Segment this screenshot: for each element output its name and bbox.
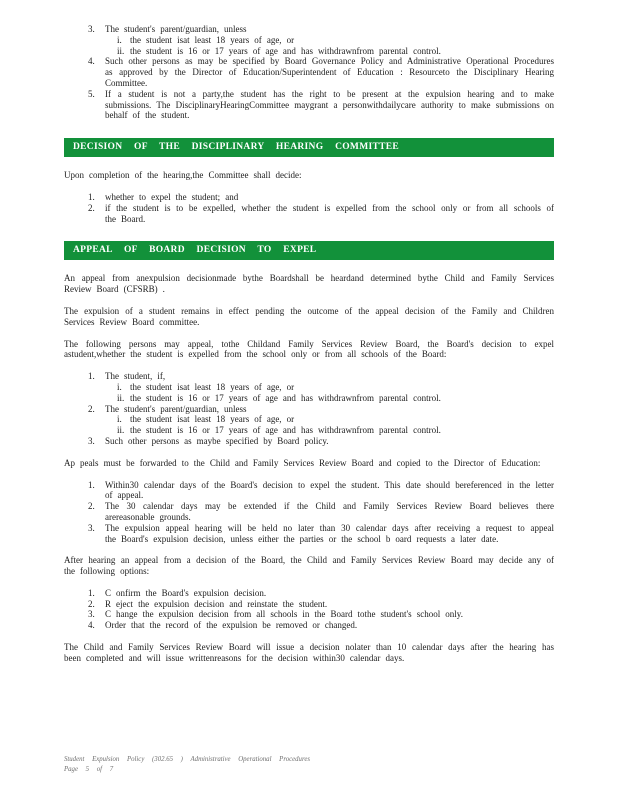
list-subitem bbox=[117, 46, 554, 57]
list-item-text: the student isat least 18 years of age, or bbox=[130, 381, 295, 392]
list-marker: 2. bbox=[88, 598, 95, 609]
list-marker: 4. bbox=[88, 56, 95, 67]
list-item bbox=[88, 404, 554, 415]
paragraph-decision-intro: Upon completion of the hearing,the Committee shall decide: bbox=[64, 170, 302, 181]
list-item-text: Such other persons as may be specified by Board Governance Policy and Administrative Operational Procedures as approved by the Director of Education/Superintendent of Education : Resourceto the Disciplinary Hearing Committee. bbox=[105, 56, 554, 88]
list-item-text: C onfirm the Board's expulsion decision. bbox=[105, 587, 267, 598]
document-content bbox=[64, 24, 554, 675]
list-item bbox=[88, 523, 554, 545]
list-item bbox=[88, 588, 554, 599]
list-marker: 3. bbox=[88, 609, 95, 620]
list-item bbox=[88, 501, 554, 523]
section-header-appeal: APPEAL OF BOARD DECISION TO EXPEL bbox=[64, 241, 554, 260]
list-item-text: if the student is to be expelled, whether the student is expelled from the school only or from all schools of the Board. bbox=[105, 202, 554, 224]
list-marker: 1. bbox=[88, 587, 95, 598]
list-item-text: the student is 16 or 17 years of age and has withdrawnfrom parental control. bbox=[130, 45, 441, 56]
list-marker: 3. bbox=[88, 24, 95, 34]
list-item bbox=[88, 203, 554, 225]
list-item bbox=[88, 480, 554, 502]
list-marker: 2. bbox=[88, 403, 95, 414]
list-subitem bbox=[117, 414, 554, 425]
paragraph-appeal-3: The following persons may appeal, tothe Childand Family Services Review Board, the Board's decision to expel astudent,whether the student is expelled from the school only or from all schools of the Board: bbox=[64, 338, 554, 360]
list-item bbox=[88, 620, 554, 631]
list-item-text: the student is 16 or 17 years of age and has withdrawnfrom parental control. bbox=[130, 392, 441, 403]
list-marker: i. bbox=[117, 414, 122, 425]
list-item-text: The student, if, bbox=[105, 371, 166, 382]
footer-page-number: Page 5 of 7 bbox=[64, 765, 114, 773]
list-item bbox=[88, 371, 554, 382]
list-item-text: Within30 calendar days of the Board's decision to expel the student. This date should bereferenced in the letter of appeal. bbox=[105, 479, 554, 501]
list-subitem bbox=[117, 382, 554, 393]
footer-document-title: Student Expulsion Policy (302.65 ) Administrative Operational Procedures bbox=[64, 756, 310, 763]
list-item-text: The student's parent/guardian, unless bbox=[105, 403, 247, 414]
list-item bbox=[88, 89, 554, 121]
top-list bbox=[64, 24, 554, 121]
list-item bbox=[88, 599, 554, 610]
paragraph-appeal-1: An appeal from anexpulsion decisionmade bythe Boardshall be heardand determined bythe Child and Family Services Review Board (CFSRB) . bbox=[64, 273, 554, 295]
section-header-decision: DECISION OF THE DISCIPLINARY HEARING COMMITTEE bbox=[64, 138, 554, 157]
list-marker: 3. bbox=[88, 522, 95, 533]
list-item-text: the student is 16 or 17 years of age and has withdrawnfrom parental control. bbox=[130, 425, 441, 436]
list-item bbox=[88, 609, 554, 620]
decision-list bbox=[64, 192, 554, 224]
paragraph-appeal-4: Ap peals must be forwarded to the Child and Family Services Review Board and copied to the Director of Education: bbox=[64, 457, 541, 468]
list-marker: 2. bbox=[88, 202, 95, 213]
list-item-text: C hange the expulsion decision from all schools in the Board tothe student's school only. bbox=[105, 609, 463, 620]
list-marker: ii. bbox=[117, 45, 125, 56]
list-marker: ii. bbox=[117, 392, 125, 403]
list-item-text: R eject the expulsion decision and reinstate the student. bbox=[105, 598, 328, 609]
list-item-text: the student isat least 18 years of age, or bbox=[130, 34, 295, 45]
list-marker: ii. bbox=[117, 425, 125, 436]
page-footer bbox=[64, 755, 554, 774]
list-item bbox=[88, 24, 554, 35]
list-item-text: If a student is not a party,the student has the right to be present at the expulsion hearing and to make submissions. The DisciplinaryHearingCommittee maygrant a personwithdailycare authority to make submissions on behalf of the student. bbox=[105, 88, 554, 121]
list-marker: 1. bbox=[88, 479, 95, 490]
list-item-text: Order that the record of the expulsion be removed or changed. bbox=[105, 620, 358, 631]
list-subitem bbox=[117, 393, 554, 404]
list-marker: 3. bbox=[88, 435, 95, 446]
appeal-who-list bbox=[64, 371, 554, 447]
appeal-deadline-list bbox=[64, 480, 554, 545]
list-item-text: The 30 calendar days may be extended if the Child and Family Services Review Board believes there arereasonable grounds. bbox=[105, 501, 554, 522]
list-item bbox=[88, 192, 554, 203]
list-subitem bbox=[117, 35, 554, 46]
list-item bbox=[88, 56, 554, 88]
list-marker: 1. bbox=[88, 191, 95, 202]
list-marker: 1. bbox=[88, 371, 95, 382]
paragraph-appeal-2: The expulsion of a student remains in effect pending the outcome of the appeal decision of the Family and Children Services Review Board committee. bbox=[64, 305, 554, 327]
list-marker: i. bbox=[117, 34, 122, 45]
list-item-text: whether to expel the student; and bbox=[105, 191, 239, 202]
list-subitem bbox=[117, 425, 554, 436]
list-marker: 5. bbox=[88, 88, 95, 99]
paragraph-appeal-5: After hearing an appeal from a decision of the Board, the Child and Family Services Review Board may decide any of the following options: bbox=[64, 555, 554, 577]
list-marker: i. bbox=[117, 381, 122, 392]
list-item-text: Such other persons as maybe specified by Board policy. bbox=[105, 435, 329, 446]
list-item-text: The expulsion appeal hearing will be held no later than 30 calendar days after receiving a request to appeal the Board's expulsion decision, unless either the parties or the school b oard requests a later date. bbox=[105, 522, 554, 544]
list-item-text: The student's parent/guardian, unless bbox=[105, 24, 247, 34]
list-marker: 2. bbox=[88, 501, 95, 512]
list-item-text: the student isat least 18 years of age, or bbox=[130, 414, 295, 425]
list-marker: 4. bbox=[88, 620, 95, 631]
paragraph-appeal-6: The Child and Family Services Review Board will issue a decision nolater than 10 calendar days after the hearing has been completed and will issue writtenreasons for the decision within30 calendar days. bbox=[64, 642, 554, 663]
list-item bbox=[88, 436, 554, 447]
appeal-options-list bbox=[64, 588, 554, 631]
